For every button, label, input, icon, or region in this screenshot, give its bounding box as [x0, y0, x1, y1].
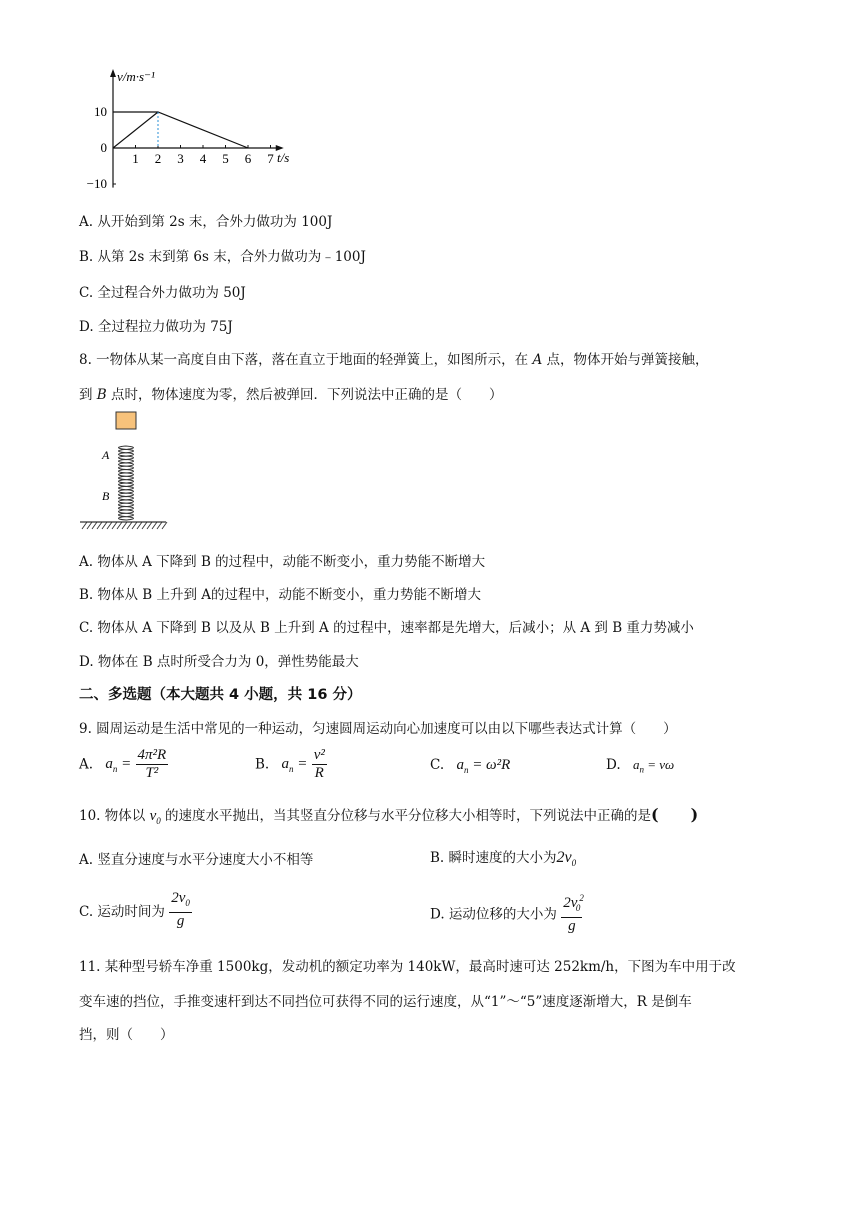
y-axis-arrow	[110, 69, 116, 77]
q8-option-d: D. 物体在 B 点时所受合力为 0，弹性势能最大	[79, 654, 359, 670]
x-tick-label: 6	[244, 151, 252, 166]
q7-option-a: A. 从开始到第 2s 末，合外力做功为 100J	[79, 214, 333, 230]
y-tick-label: 10	[94, 104, 107, 119]
series-line-2	[113, 112, 248, 148]
q9-stem: 9. 圆周运动是生活中常见的一种运动，匀速圆周运动向心加速度可以由以下哪些表达式计算（ ）	[79, 721, 677, 737]
x-tick-label: 4	[199, 151, 207, 166]
q10-option-a: A. 竖直分速度与水平分速度大小不相等	[79, 852, 314, 868]
x-tick-label: 1	[132, 151, 139, 166]
q10-option-c: C. 运动时间为 $\frac{2v_0}{g}$	[79, 890, 190, 929]
q10-option-b: B. 瞬时速度的大小为$2v_0$	[430, 849, 577, 869]
falling-block	[116, 412, 136, 429]
q9-option-b: B. $a_n$ = $\frac{\text{v²}}{R}$	[255, 747, 325, 781]
q7-option-c: C. 全过程合外力做功为 50J	[79, 285, 246, 301]
q11-stem-line1: 11. 某种型号轿车净重 1500kg，发动机的额定功率为 140kW，最高时速可达 252km/h，下图为车中用于改	[79, 959, 736, 975]
x-tick-label: 7	[267, 151, 274, 166]
q11-stem-line2: 变车速的挡位，手推变速杆到达不同挡位可获得不同的运行速度，从“1”～“5”速度逐渐增大，R 是倒车	[79, 994, 692, 1010]
q8-stem-line1: 8. 一物体从某一高度自由下落，落在直立于地面的轻弹簧上，如图所示，在 A 点，物体开始与弹簧接触，	[79, 352, 709, 368]
q7-option-d: D. 全过程拉力做功为 75J	[79, 319, 233, 335]
x-tick-label: 2	[154, 151, 162, 166]
label-point-a: A	[102, 448, 110, 462]
section-heading: 二、多选题（本大题共 4 小题，共 16 分）	[79, 687, 362, 703]
q8-option-a: A. 物体从 A 下降到 B 的过程中，动能不断变小，重力势能不断增大	[79, 554, 486, 570]
x-tick-label: 5	[222, 151, 229, 166]
y-tick-label: −10	[86, 176, 107, 191]
ground-hatching	[82, 522, 167, 529]
q10-option-d: D. 运动位移的大小为 $\frac{2v ^2_0}{g}$	[430, 890, 582, 935]
q8-option-b: B. 物体从 B 上升到 A的过程中，动能不断变小，重力势能不断增大	[79, 587, 482, 603]
spring-coil	[119, 446, 134, 520]
label-point-b: B	[102, 489, 110, 503]
series-line-1	[113, 112, 158, 148]
q8-option-c: C. 物体从 A 下降到 B 以及从 B 上升到 A 的过程中，速率都是先增大，后减小；从 A 到 B 重力势减小	[79, 620, 694, 636]
q9-option-d: D. $a_n = v\omega$	[606, 757, 675, 775]
x-tick-label: 3	[177, 151, 184, 166]
x-axis-label: t/s	[277, 150, 290, 165]
q8-stem-line2: 到 B 点时，物体速度为零，然后被弹回．下列说法中正确的是（ ）	[79, 387, 503, 403]
q9-option-a: A. $a_n$ = $\frac{\text{4π²R}}{\text{T²}}$	[79, 747, 167, 781]
spring-figure	[76, 408, 176, 533]
q10-stem: 10. 物体以 $v_0$ 的速度水平抛出，当其竖直分位移与水平分位移大小相等时，下列说法中正确的是( )	[79, 805, 699, 826]
q11-stem-line3: 挡，则（ ）	[79, 1027, 174, 1043]
vt-chart	[80, 65, 320, 195]
q7-option-b: B. 从第 2s 末到第 6s 末，合外力做功为﹣100J	[79, 249, 366, 265]
y-axis-label: v/m·s⁻¹	[117, 69, 155, 84]
y-tick-label: 0	[100, 140, 107, 155]
q9-option-c: C. $a_n = \omega^2R$	[430, 757, 511, 775]
